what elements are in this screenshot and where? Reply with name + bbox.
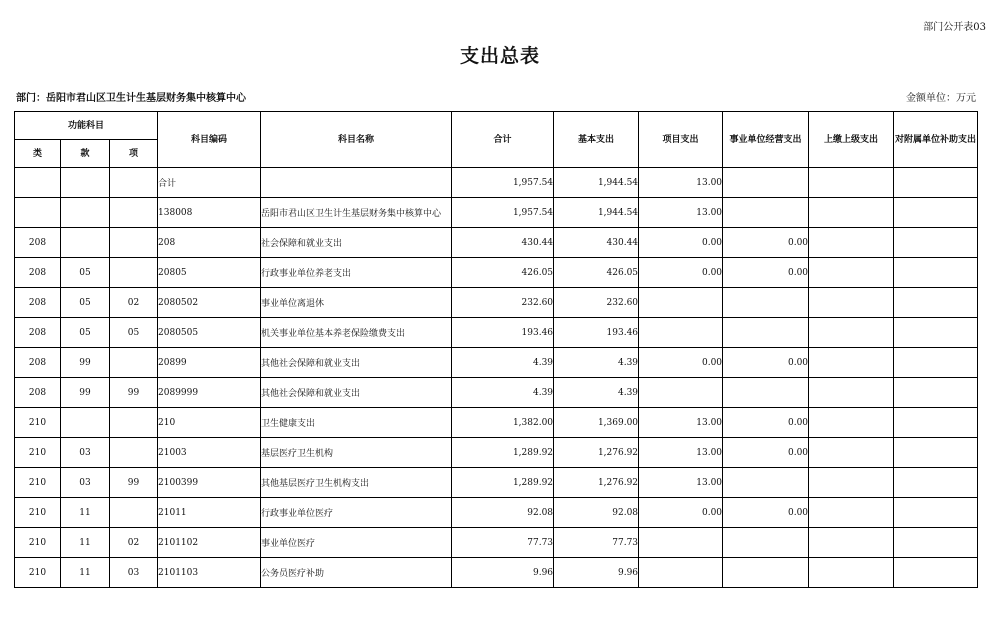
cell-kuan: 05 (61, 258, 110, 288)
cell-lei: 208 (15, 318, 61, 348)
cell-subject-name: 公务员医疗补助 (261, 558, 452, 588)
cell-subject-code: 2101103 (158, 558, 261, 588)
header-project-expenditure: 项目支出 (639, 112, 723, 168)
cell-project (639, 528, 723, 558)
cell-subsidy (894, 228, 978, 258)
cell-business (723, 168, 809, 198)
cell-project: 13.00 (639, 468, 723, 498)
cell-basic: 1,369.00 (554, 408, 639, 438)
table-row (15, 438, 978, 468)
cell-lei: 210 (15, 528, 61, 558)
cell-xiang: 02 (110, 288, 158, 318)
cell-basic: 4.39 (554, 348, 639, 378)
table-row (15, 198, 978, 228)
cell-basic: 9.96 (554, 558, 639, 588)
table-row (15, 378, 978, 408)
cell-subsidy (894, 528, 978, 558)
cell-subject-name (261, 168, 452, 198)
cell-project: 13.00 (639, 198, 723, 228)
cell-project: 0.00 (639, 258, 723, 288)
cell-total: 1,382.00 (452, 408, 554, 438)
header-kuan: 款 (61, 140, 110, 168)
header-xiang: 项 (110, 140, 158, 168)
cell-xiang: 99 (110, 378, 158, 408)
cell-xiang (110, 258, 158, 288)
cell-total: 1,957.54 (452, 198, 554, 228)
cell-subsidy (894, 288, 978, 318)
cell-project (639, 288, 723, 318)
cell-business (723, 318, 809, 348)
cell-business: 0.00 (723, 228, 809, 258)
cell-basic: 1,276.92 (554, 438, 639, 468)
cell-business: 0.00 (723, 348, 809, 378)
header-subject-code: 科目编码 (158, 112, 261, 168)
header-subsidiary-subsidy: 对附属单位补助支出 (894, 112, 978, 168)
cell-kuan (61, 198, 110, 228)
cell-lei: 210 (15, 468, 61, 498)
cell-subject-code: 2101102 (158, 528, 261, 558)
cell-total: 430.44 (452, 228, 554, 258)
cell-subject-code: 20805 (158, 258, 261, 288)
cell-kuan: 03 (61, 438, 110, 468)
cell-subsidy (894, 558, 978, 588)
cell-project: 13.00 (639, 408, 723, 438)
table-row (15, 468, 978, 498)
cell-subject-code: 2089999 (158, 378, 261, 408)
cell-upper (809, 258, 894, 288)
header-total: 合计 (452, 112, 554, 168)
table-row (15, 288, 978, 318)
cell-subject-name: 事业单位离退休 (261, 288, 452, 318)
cell-project (639, 378, 723, 408)
table-row (15, 408, 978, 438)
cell-business (723, 288, 809, 318)
cell-subject-code: 20899 (158, 348, 261, 378)
cell-total: 9.96 (452, 558, 554, 588)
cell-upper (809, 528, 894, 558)
cell-business (723, 558, 809, 588)
cell-subsidy (894, 408, 978, 438)
cell-upper (809, 378, 894, 408)
cell-xiang: 02 (110, 528, 158, 558)
cell-upper (809, 438, 894, 468)
cell-lei: 208 (15, 258, 61, 288)
cell-lei: 208 (15, 288, 61, 318)
cell-kuan (61, 228, 110, 258)
cell-subject-name: 事业单位医疗 (261, 528, 452, 558)
cell-business: 0.00 (723, 438, 809, 468)
table-row (15, 498, 978, 528)
cell-total: 1,289.92 (452, 438, 554, 468)
cell-subject-name: 基层医疗卫生机构 (261, 438, 452, 468)
cell-subsidy (894, 348, 978, 378)
cell-subject-code: 21003 (158, 438, 261, 468)
cell-business: 0.00 (723, 408, 809, 438)
cell-subject-code: 138008 (158, 198, 261, 228)
department-label: 部门：岳阳市君山区卫生计生基层财务集中核算中心 (16, 93, 246, 104)
cell-kuan: 11 (61, 558, 110, 588)
cell-xiang (110, 408, 158, 438)
cell-basic: 1,276.92 (554, 468, 639, 498)
cell-business: 0.00 (723, 498, 809, 528)
table-row (15, 168, 978, 198)
cell-xiang: 03 (110, 558, 158, 588)
cell-total: 77.73 (452, 528, 554, 558)
cell-kuan (61, 168, 110, 198)
form-number: 部门公开表03 (923, 22, 986, 33)
cell-xiang (110, 168, 158, 198)
cell-xiang (110, 228, 158, 258)
cell-total: 426.05 (452, 258, 554, 288)
cell-lei: 208 (15, 348, 61, 378)
cell-business (723, 378, 809, 408)
cell-project: 13.00 (639, 438, 723, 468)
header-business-expenditure: 事业单位经营支出 (723, 112, 809, 168)
cell-lei: 210 (15, 558, 61, 588)
cell-total: 4.39 (452, 378, 554, 408)
cell-kuan: 11 (61, 528, 110, 558)
cell-lei: 208 (15, 228, 61, 258)
cell-lei: 210 (15, 498, 61, 528)
cell-basic: 1,944.54 (554, 168, 639, 198)
cell-upper (809, 498, 894, 528)
cell-xiang (110, 438, 158, 468)
cell-lei: 210 (15, 438, 61, 468)
cell-kuan: 05 (61, 288, 110, 318)
cell-subsidy (894, 438, 978, 468)
table-row (15, 258, 978, 288)
cell-basic: 232.60 (554, 288, 639, 318)
table-row (15, 558, 978, 588)
cell-project: 13.00 (639, 168, 723, 198)
cell-kuan (61, 408, 110, 438)
cell-subject-name: 机关事业单位基本养老保险缴费支出 (261, 318, 452, 348)
table-row (15, 528, 978, 558)
cell-business (723, 468, 809, 498)
cell-subject-name: 其他社会保障和就业支出 (261, 348, 452, 378)
table-row (15, 228, 978, 258)
cell-kuan: 05 (61, 318, 110, 348)
cell-basic: 426.05 (554, 258, 639, 288)
header-subject-name: 科目名称 (261, 112, 452, 168)
cell-basic: 92.08 (554, 498, 639, 528)
cell-xiang: 05 (110, 318, 158, 348)
cell-total: 1,289.92 (452, 468, 554, 498)
cell-subject-name: 其他基层医疗卫生机构支出 (261, 468, 452, 498)
cell-upper (809, 408, 894, 438)
cell-basic: 1,944.54 (554, 198, 639, 228)
header-function-subject: 功能科目 (15, 112, 158, 140)
cell-business (723, 528, 809, 558)
cell-subject-name: 其他社会保障和就业支出 (261, 378, 452, 408)
cell-total: 92.08 (452, 498, 554, 528)
table-body (15, 168, 978, 588)
cell-xiang (110, 348, 158, 378)
cell-basic: 4.39 (554, 378, 639, 408)
cell-subsidy (894, 318, 978, 348)
cell-business: 0.00 (723, 258, 809, 288)
cell-total: 193.46 (452, 318, 554, 348)
cell-subsidy (894, 498, 978, 528)
cell-basic: 430.44 (554, 228, 639, 258)
cell-project: 0.00 (639, 498, 723, 528)
cell-upper (809, 468, 894, 498)
cell-subsidy (894, 258, 978, 288)
cell-project: 0.00 (639, 348, 723, 378)
cell-xiang (110, 498, 158, 528)
cell-subject-name: 行政事业单位医疗 (261, 498, 452, 528)
cell-kuan: 11 (61, 498, 110, 528)
cell-lei (15, 168, 61, 198)
amount-unit-label: 金额单位：万元 (906, 93, 976, 104)
cell-lei: 208 (15, 378, 61, 408)
cell-business (723, 198, 809, 228)
cell-upper (809, 288, 894, 318)
header-lei: 类 (15, 140, 61, 168)
table-row (15, 318, 978, 348)
cell-subsidy (894, 168, 978, 198)
cell-subsidy (894, 198, 978, 228)
cell-subject-code: 2100399 (158, 468, 261, 498)
cell-lei: 210 (15, 408, 61, 438)
cell-kuan: 99 (61, 348, 110, 378)
cell-upper (809, 168, 894, 198)
cell-upper (809, 348, 894, 378)
cell-subsidy (894, 468, 978, 498)
table-row (15, 348, 978, 378)
cell-basic: 193.46 (554, 318, 639, 348)
cell-project (639, 558, 723, 588)
cell-project (639, 318, 723, 348)
cell-upper (809, 228, 894, 258)
cell-subject-name: 岳阳市君山区卫生计生基层财务集中核算中心 (261, 198, 452, 228)
cell-upper (809, 198, 894, 228)
cell-lei (15, 198, 61, 228)
cell-total: 4.39 (452, 348, 554, 378)
cell-subject-name: 行政事业单位养老支出 (261, 258, 452, 288)
cell-kuan: 03 (61, 468, 110, 498)
header-upper-level-payment: 上缴上级支出 (809, 112, 894, 168)
cell-subject-code: 2080502 (158, 288, 261, 318)
cell-project: 0.00 (639, 228, 723, 258)
cell-subject-name: 社会保障和就业支出 (261, 228, 452, 258)
cell-total: 1,957.54 (452, 168, 554, 198)
cell-kuan: 99 (61, 378, 110, 408)
cell-subject-code: 2080505 (158, 318, 261, 348)
cell-subject-name: 卫生健康支出 (261, 408, 452, 438)
cell-subject-code: 21011 (158, 498, 261, 528)
expenditure-table (14, 111, 978, 588)
cell-basic: 77.73 (554, 528, 639, 558)
cell-upper (809, 318, 894, 348)
cell-xiang (110, 198, 158, 228)
cell-subsidy (894, 378, 978, 408)
cell-xiang: 99 (110, 468, 158, 498)
cell-subject-code: 210 (158, 408, 261, 438)
cell-subject-code: 208 (158, 228, 261, 258)
cell-total: 232.60 (452, 288, 554, 318)
page-title: 支出总表 (459, 45, 540, 67)
header-basic-expenditure: 基本支出 (554, 112, 639, 168)
cell-subject-code: 合计 (158, 168, 261, 198)
cell-upper (809, 558, 894, 588)
